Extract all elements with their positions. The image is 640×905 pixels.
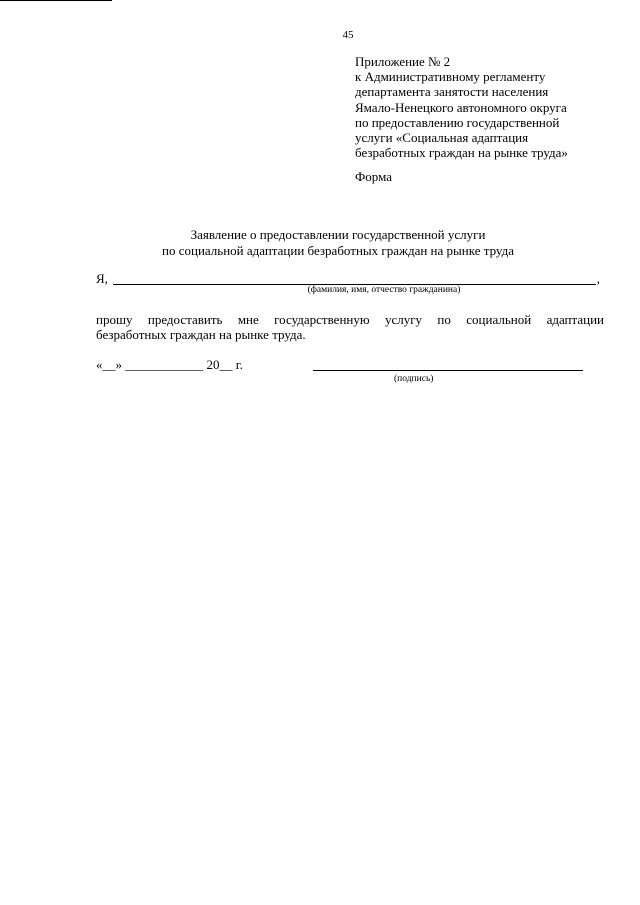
appendix-line: услуги «Социальная адаптация: [355, 130, 529, 146]
signature-field[interactable]: [313, 370, 583, 371]
page-number: 45: [342, 29, 354, 41]
applicant-suffix: ,: [596, 271, 600, 286]
request-line-2: безработных граждан на рынке труда.: [96, 327, 306, 342]
appendix-line: Приложение № 2: [355, 54, 451, 69]
application-title: [18, 227, 640, 259]
appendix-line: Ямало-Ненецкого автономного округа: [355, 99, 567, 115]
title-line-1: Заявление о предоставлении государственной услуги: [190, 227, 486, 242]
applicant-prefix: Я,: [96, 271, 108, 286]
top-corner-rule: [0, 0, 112, 1]
appendix-line: к Административному регламенту: [355, 69, 546, 85]
form-label: Форма: [355, 169, 392, 184]
request-line-1: прошу предоставить мне государственную услугу по социальной адаптации: [96, 312, 604, 327]
signature-caption: (подпись): [394, 374, 434, 384]
date-field[interactable]: «__» ____________ 20__ г.: [96, 357, 243, 372]
appendix-line: безработных граждан на рынке труда»: [355, 145, 568, 161]
appendix-line: департамента занятости населения: [355, 84, 549, 100]
applicant-name-caption: (фамилия, имя, отчество гражданина): [307, 285, 461, 295]
title-line-2: по социальной адаптации безработных граждан на рынке труда: [162, 243, 514, 258]
appendix-heading: [355, 54, 568, 160]
appendix-line: по предоставлению государственной: [355, 114, 560, 130]
request-text: [96, 312, 604, 342]
